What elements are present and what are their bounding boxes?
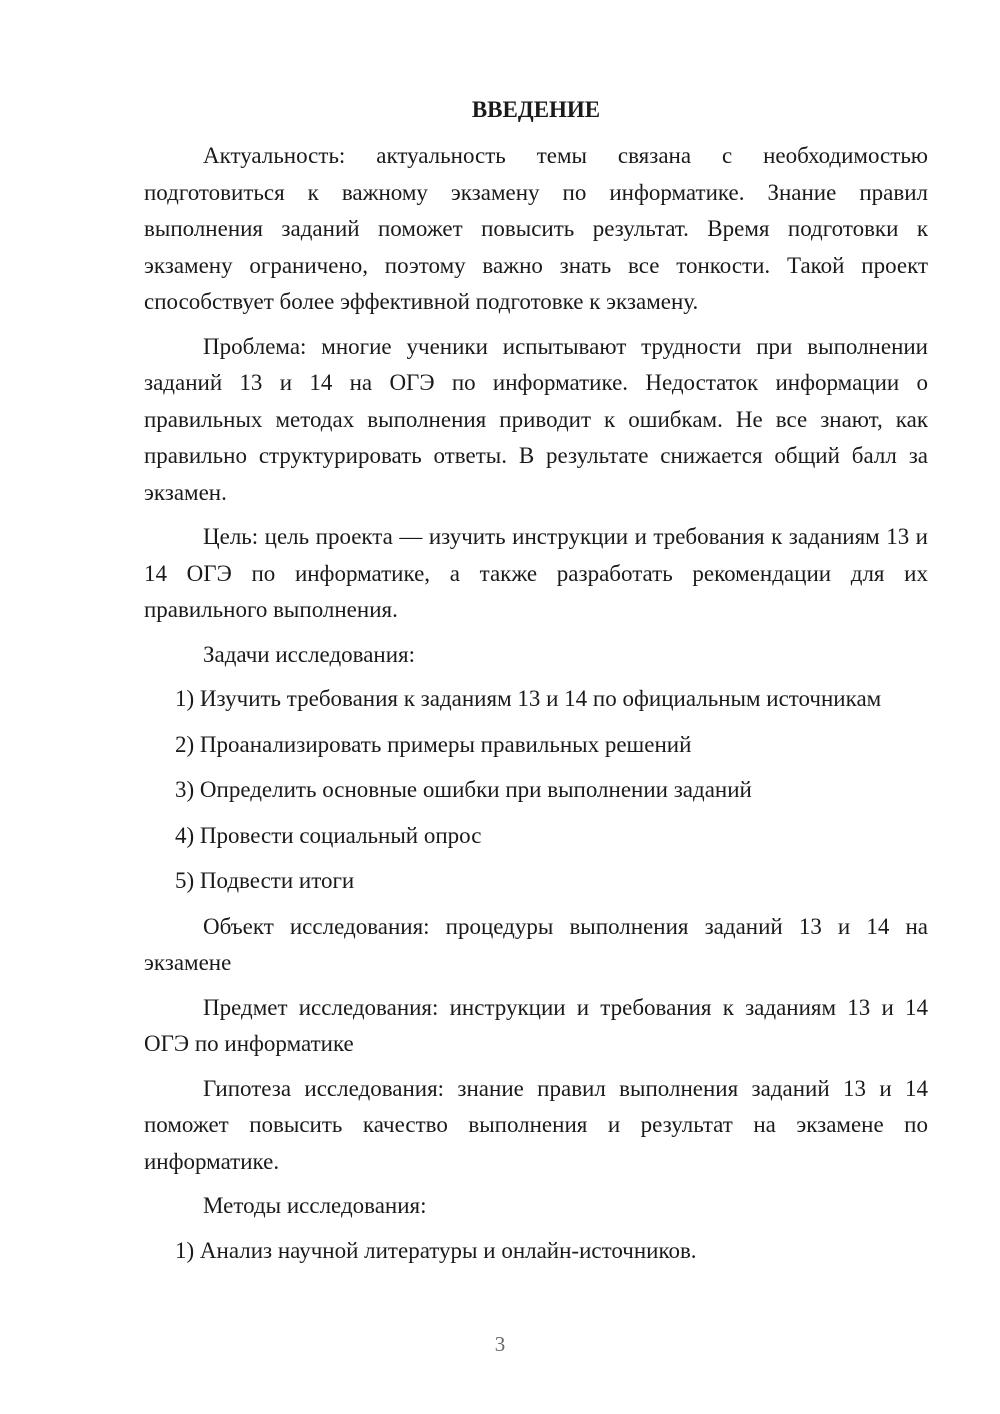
section-title: ВВЕДЕНИЕ — [471, 97, 601, 122]
document-page — [144, 92, 928, 1278]
list-item: 2) Проанализировать примеры правильных решений — [175, 731, 692, 757]
methods-heading: Методы исследования: — [203, 1193, 427, 1218]
list-item: 1) Анализ научной литературы и онлайн-источников. — [175, 1237, 697, 1263]
paragraph-relevance: Актуальность: актуальность темы связана с необходимостью подготовиться к важному экзамену по информатике. Знание правил выполнения заданий поможет повысить результат. Время подготовки к экзамену ограничено, поэтому важно знать все тонкости. Такой проект способствует более эффективной подготовке к экзамену. — [144, 143, 928, 314]
tasks-heading: Задачи исследования: — [203, 641, 416, 667]
paragraph-hypothesis: Гипотеза исследования: знание правил выполнения заданий 13 и 14 поможет повысить качество выполнения и результат на экзамене по информатике. — [144, 1075, 928, 1174]
list-item: 4) Провести социальный опрос — [175, 822, 482, 848]
list-item: 3) Определить основные ошибки при выполнении заданий — [175, 777, 752, 802]
paragraph-object: Объект исследования: процедуры выполнения заданий 13 и 14 на экзамене — [144, 913, 928, 975]
paragraph-problem: Проблема: многие ученики испытывают трудности при выполнении заданий 13 и 14 на ОГЭ по информатике. Недостаток информации о правильных методах выполнения приводит к ошибкам. Не все знают, как правильно структурировать ответы. В результате снижается общий балл за экзамен. — [144, 333, 928, 505]
list-item: 1) Изучить требования к заданиям 13 и 14 по официальным источникам — [175, 686, 882, 711]
list-item: 5) Подвести итоги — [175, 868, 355, 893]
page-number: 3 — [494, 1332, 506, 1356]
paragraph-goal: Цель: цель проекта — изучить инструкции и требования к заданиям 13 и 14 ОГЭ по информатике, а также разработать рекомендации для их правильного выполнения. — [144, 524, 928, 622]
paragraph-subject: Предмет исследования: инструкции и требования к заданиям 13 и 14 ОГЭ по информатике — [144, 994, 928, 1056]
